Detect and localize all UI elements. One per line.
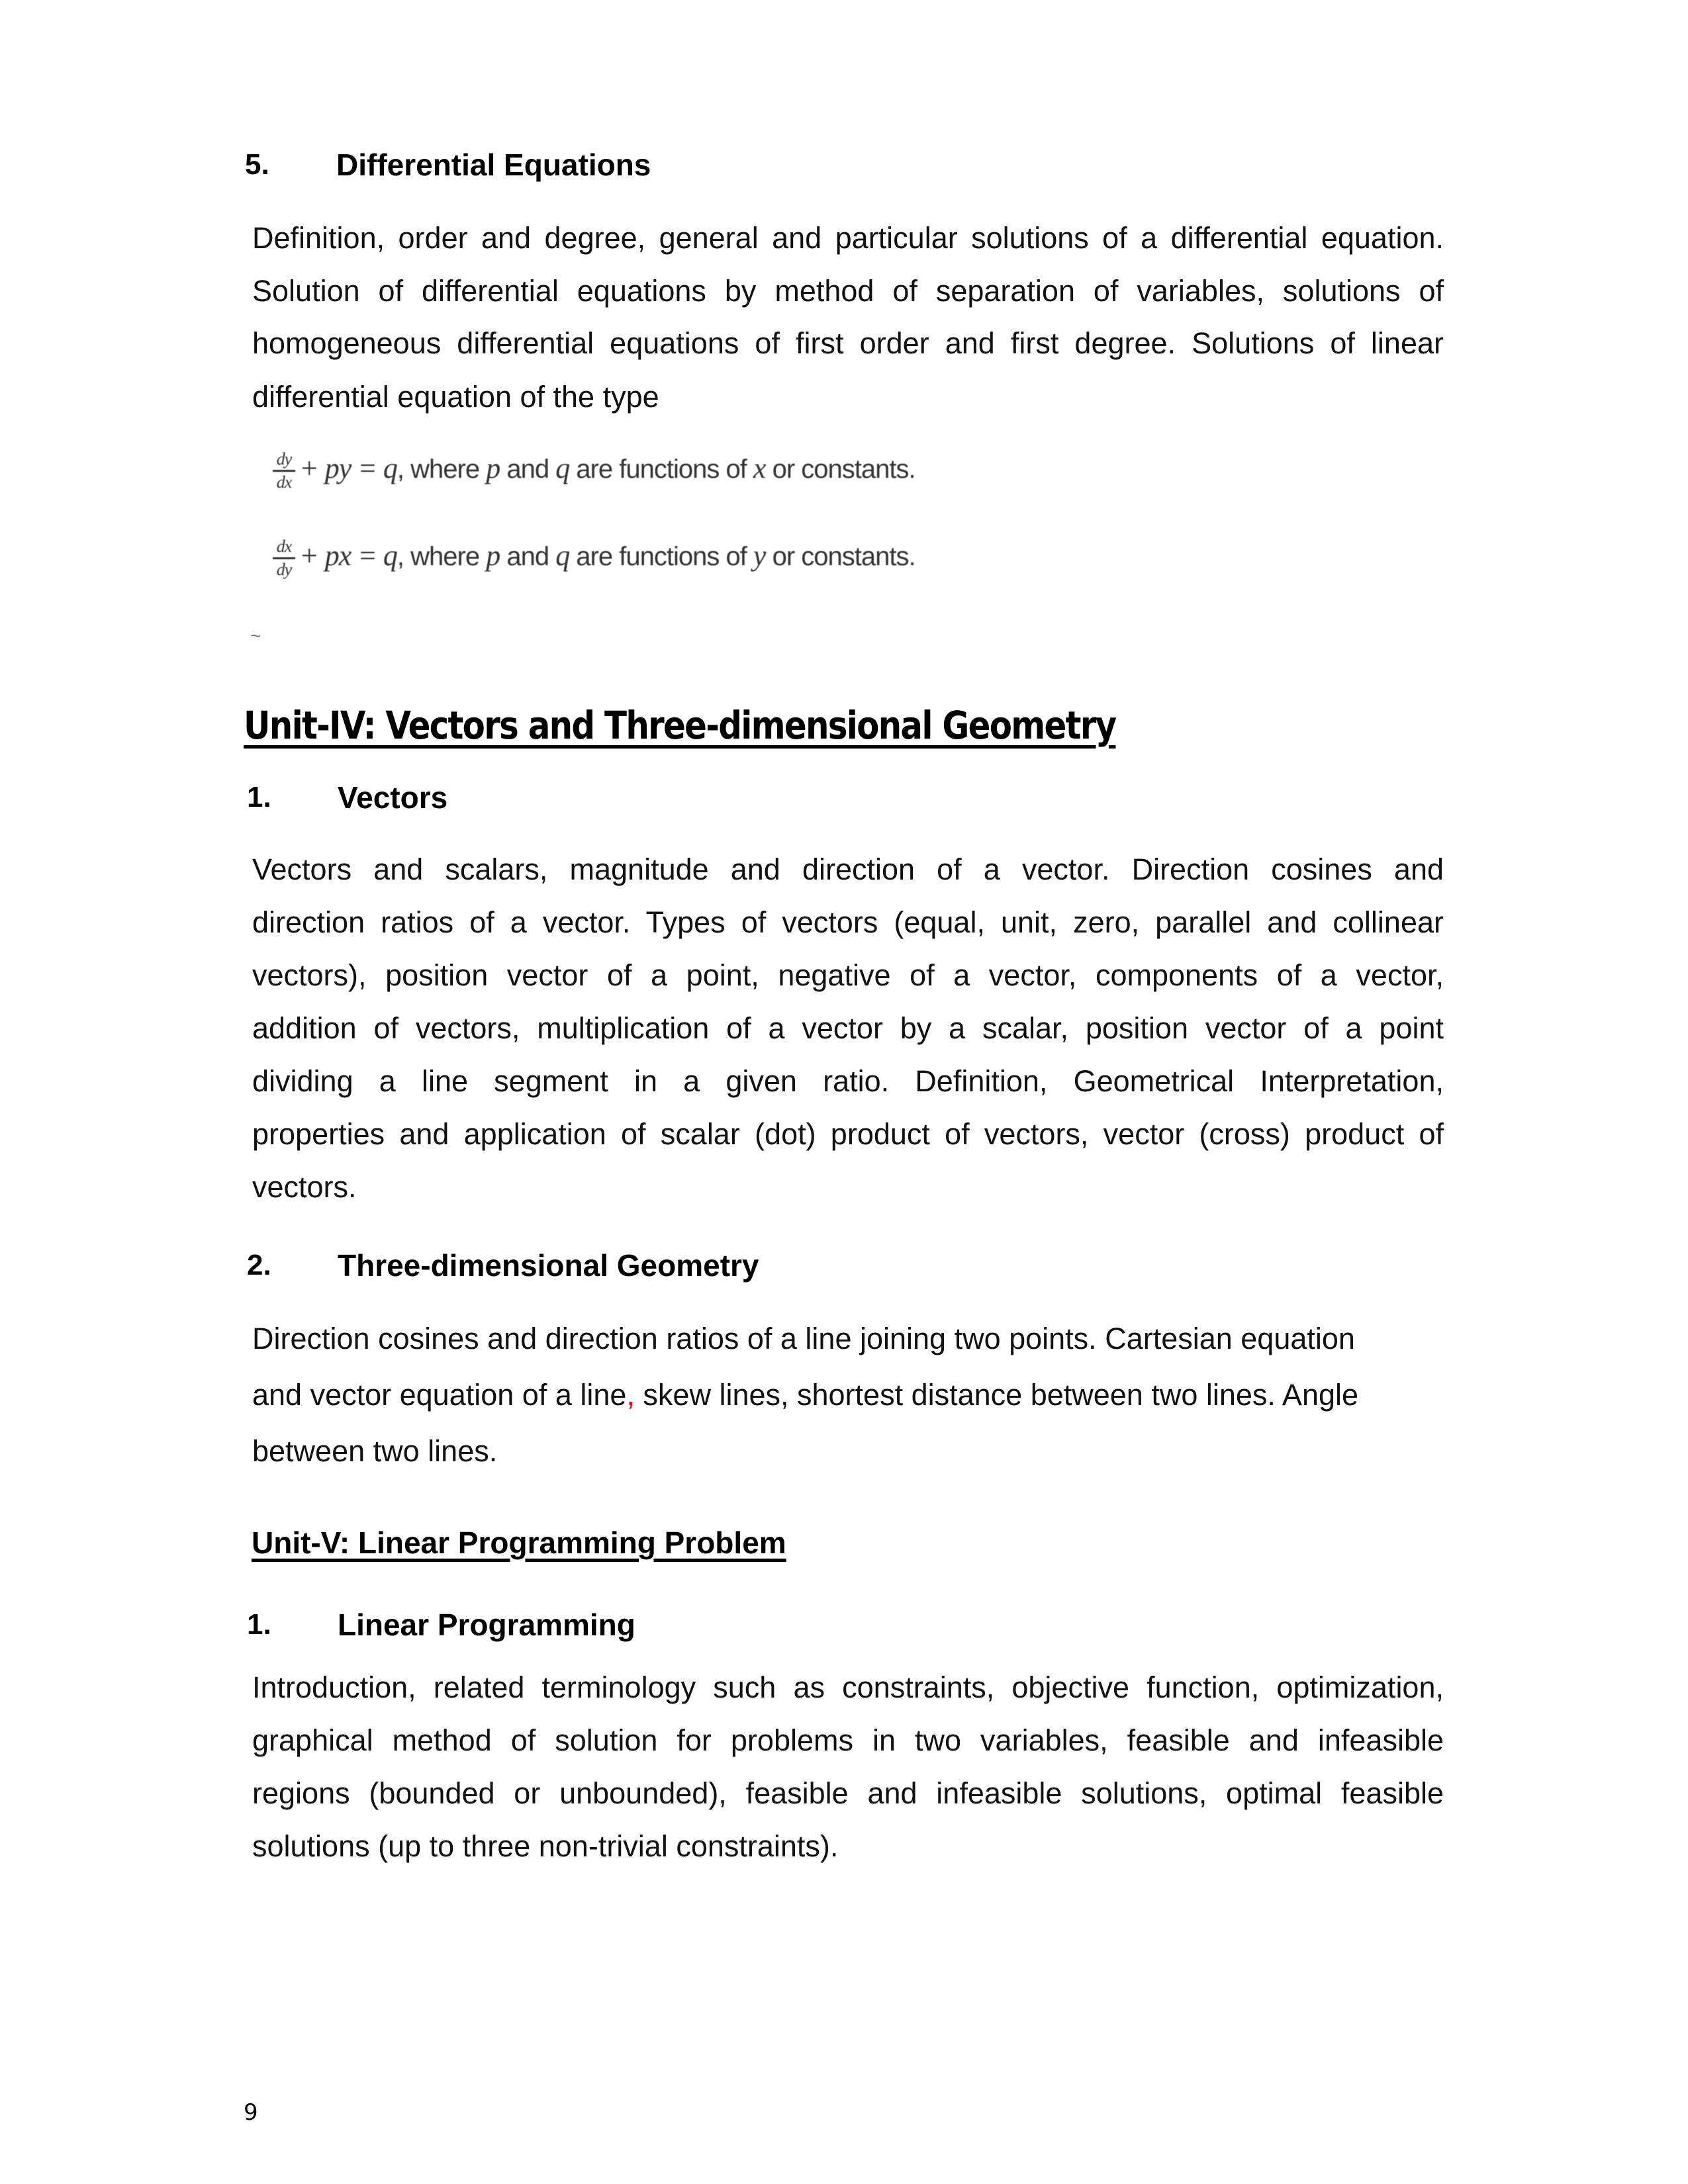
- fraction: [273, 537, 295, 579]
- formula-var: q: [555, 452, 570, 485]
- section-number: 5.: [245, 148, 269, 181]
- paragraph-line: solutions (up to three non-trivial constraints).: [252, 1829, 839, 1863]
- fraction-bar: [273, 557, 295, 559]
- formula-text: or constants.: [765, 542, 915, 572]
- formula-text: are functions of: [569, 455, 753, 484]
- section-title: Differential Equations: [336, 148, 651, 182]
- paragraph-line: graphical method of solution for problems in two variables, feasible and infeasible: [252, 1723, 1444, 1757]
- formula-var: q: [555, 539, 570, 572]
- paragraph-line: differential equation of the type: [252, 380, 659, 414]
- formula-lhs: + px = q: [299, 539, 397, 572]
- stray-mark: ~: [250, 625, 261, 646]
- paragraph-line: homogeneous differential equations of first order and first degree. Solutions of linear: [252, 326, 1444, 360]
- text-run: skew lines, shortest distance between two lines. Angle: [634, 1378, 1359, 1412]
- paragraph-line: Definition, order and degree, general and particular solutions of a differential equation.: [252, 221, 1444, 255]
- formula-var: y: [753, 539, 766, 572]
- paragraph-line: vectors.: [252, 1170, 357, 1204]
- paragraph-line: Solution of differential equations by method of separation of variables, solutions of: [252, 274, 1444, 308]
- formula-text: , where: [397, 455, 487, 484]
- paragraph-line: vectors), position vector of a point, negative of a vector, components of a vector,: [252, 958, 1444, 992]
- paragraph-line: direction ratios of a vector. Types of vectors (equal, unit, zero, parallel and collinear: [252, 905, 1444, 939]
- formula-text: are functions of: [569, 542, 753, 572]
- formula-line: [273, 537, 915, 579]
- formula-var: x: [753, 452, 766, 485]
- paragraph-line: dividing a line segment in a given ratio. Definition, Geometrical Interpretation,: [252, 1064, 1444, 1098]
- section-title: Three-dimensional Geometry: [338, 1248, 759, 1283]
- text-run: and vector equation of a line: [252, 1378, 627, 1412]
- section-number: 1.: [247, 1608, 271, 1641]
- section-number: 2.: [247, 1249, 271, 1281]
- fraction-denominator: dx: [276, 473, 292, 492]
- paragraph-line: addition of vectors, multiplication of a vector by a scalar, position vector of a point: [252, 1011, 1444, 1045]
- unit-heading: Unit-V: Linear Programming Problem: [252, 1525, 786, 1560]
- paragraph-line: Direction cosines and direction ratios of a line joining two points. Cartesian equation: [252, 1322, 1355, 1355]
- paragraph-line: properties and application of scalar (dot) product of vectors, vector (cross) product of: [252, 1117, 1444, 1151]
- paragraph-line: between two lines.: [252, 1434, 498, 1468]
- unit-heading: Unit-IV: Vectors and Three-dimensional Geometry: [244, 703, 1116, 748]
- page-number: 9: [244, 2099, 258, 2126]
- formula-var: p: [486, 539, 500, 572]
- paragraph-line: [252, 1375, 1444, 1415]
- section-title: Vectors: [338, 780, 448, 815]
- paragraph-line: Introduction, related terminology such as constraints, objective function, optimization,: [252, 1670, 1444, 1704]
- formula-var: p: [486, 452, 500, 485]
- formula-text: , where: [397, 542, 487, 572]
- formula-line: [273, 450, 915, 492]
- paragraph-line: Vectors and scalars, magnitude and direction of a vector. Direction cosines and: [252, 852, 1444, 886]
- fraction-denominator: dy: [276, 560, 292, 579]
- fraction-bar: [273, 470, 295, 472]
- fraction: [273, 450, 295, 492]
- paragraph-line: regions (bounded or unbounded), feasible and infeasible solutions, optimal feasible: [252, 1776, 1444, 1810]
- section-title: Linear Programming: [338, 1608, 635, 1642]
- formula-lhs: + py = q: [299, 452, 397, 485]
- formula-text: and: [500, 455, 556, 484]
- red-comma: ,: [626, 1378, 635, 1412]
- fraction-numerator: dy: [276, 449, 292, 469]
- section-number: 1.: [247, 781, 271, 813]
- fraction-numerator: dx: [276, 537, 292, 556]
- formula-text: or constants.: [765, 455, 915, 484]
- formula-text: and: [500, 542, 556, 572]
